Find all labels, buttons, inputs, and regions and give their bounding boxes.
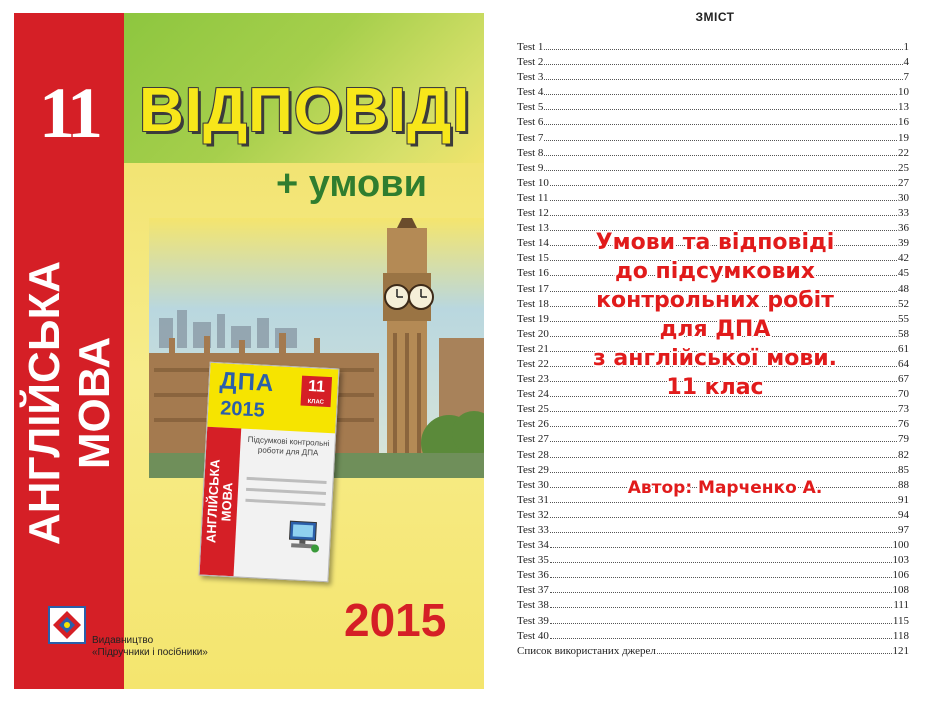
toc-entry-label: Test 23 [517,373,549,386]
toc-entry [517,614,909,629]
toc-entry-page: 33 [898,207,909,220]
toc-entry-label: Test 33 [517,524,549,536]
toc-entry-page: 73 [898,403,909,416]
toc-entry-label: Test 19 [517,312,549,325]
publisher-logo-icon [47,605,87,645]
toc-entry [517,206,909,221]
toc-entry [517,100,909,115]
toc-entry-leader [550,598,892,608]
toc-entry-page: 48 [898,282,909,295]
toc-entry-page: 118 [892,629,909,642]
overlay-line: до підсумкових [615,259,815,284]
toc-entry-page: 97 [898,524,909,536]
toc-entry-page: 61 [898,342,909,355]
toc-entry-page: 115 [892,614,909,627]
toc-entry-label: Test 25 [517,403,549,416]
toc-entry-leader [550,206,897,216]
publisher-line-2: «Підручники і посібники» [92,647,208,658]
grade-number: 11 [38,73,100,153]
toc-entry-page: 111 [893,599,909,612]
toc-entry [517,644,909,659]
toc-entry-page: 70 [898,388,909,401]
toc-entry-leader [544,40,902,50]
toc-entry-page: 76 [898,418,909,431]
cover-subtitle: + умови [276,163,427,205]
toc-entry [517,191,909,206]
toc-entry-leader [544,115,897,125]
toc-entry-page: 22 [898,146,909,159]
book-cover [14,13,484,689]
toc-entry-leader [550,629,892,639]
toc-entry-page: 79 [898,433,909,446]
toc-entry-label: Test 5 [517,101,544,114]
toc-entry-leader [550,553,892,563]
toc-entry-leader [550,538,892,548]
toc-entry-page: 91 [898,493,909,506]
toc-entry-page: 27 [898,176,909,189]
toc-entry-label: Test 32 [517,508,549,521]
toc-entry [517,553,909,568]
toc-entry-label: Test 36 [517,569,549,582]
toc-entry-page: 10 [898,86,909,99]
toc-entry [517,131,909,146]
toc-entry-label: Test 18 [517,297,549,310]
toc-entry-page: 106 [892,569,909,582]
cover-year: 2015 [344,594,447,646]
toc-entry [517,115,909,130]
toc-entry-label: Test 40 [517,629,549,642]
toc-entry-page: 13 [898,101,909,114]
toc-entry-page: 103 [892,554,909,567]
overlay-line: Умови та відповіді [595,230,835,255]
toc-entry-leader [550,583,892,593]
toc-entry-label: Test 20 [517,327,549,340]
toc-entry-page: 4 [903,56,909,69]
toc-entry [517,523,909,538]
toc-entry-label: Test 13 [517,222,549,235]
toc-entry-leader [550,432,897,442]
overlay-line: контрольних робіт [596,288,834,313]
overlay-line: для ДПА [659,317,771,342]
toc-entry [517,161,909,176]
toc-entry-label: Test 3 [517,71,544,84]
toc-entry-label: Test 38 [517,599,549,612]
toc-entry-label: Test 4 [517,86,544,99]
publisher-line-1: Видавництво [92,635,154,646]
toc-entry-label: Test 15 [517,252,549,265]
toc-entry-leader [544,55,902,65]
toc-entry-leader [550,448,897,458]
toc-entry-label: Test 30 [517,478,549,491]
toc-entry-label: Test 8 [517,146,544,159]
toc-entry-label: Test 21 [517,342,549,355]
toc-entry [517,176,909,191]
toc-entry-leader [550,176,897,186]
toc-entry [517,568,909,583]
cover-title: ВІДПОВІДІ [139,76,471,145]
toc-title: ЗМІСТ [695,10,735,24]
toc-entry-label: Test 12 [517,207,549,220]
toc-entry-page: 58 [898,327,909,340]
toc-entry-leader [550,508,897,518]
toc-entry [517,629,909,644]
toc-entry-label: Test 10 [517,176,549,189]
toc-entry-label: Test 1 [517,41,544,53]
toc-entry-label: Test 6 [517,116,544,129]
toc-entry-leader [544,161,897,171]
mini-book-cover [198,362,339,583]
toc-entry-page: 39 [898,237,909,250]
toc-entry-label: Test 37 [517,584,549,597]
toc-entry-leader [550,614,892,624]
toc-entry-leader [550,568,892,578]
toc-entry-leader [544,146,897,156]
toc-entry-label: Test 34 [517,539,549,552]
toc-entry-leader [544,100,897,110]
toc-entry [517,402,909,417]
toc-entry-page: 67 [898,373,909,386]
toc-entry-page: 7 [903,71,909,84]
toc-entry-page: 108 [892,584,909,597]
toc-entry [517,508,909,523]
toc-entry-page: 52 [898,297,909,310]
overlay-line: з англійської мови. [592,346,838,371]
toc-entry-label: Test 24 [517,388,549,401]
overlay-author: Автор: Марченко А. [627,478,823,498]
mini-book-subject-line-1: АНГЛІЙСЬКА [203,458,223,544]
toc-entry-label: Test 9 [517,161,544,174]
overlay-line: 11 клас [666,375,764,400]
toc-entry-page: 82 [898,448,909,461]
mini-book-text: Підсумкові контрольні роботи для ДПА [247,434,330,458]
publisher-name [92,635,208,659]
mini-book-subject-line-2: МОВА [218,481,236,522]
toc-entry-page: 42 [898,252,909,265]
toc-entry-page: 85 [898,463,909,476]
toc-entry-label: Test 2 [517,56,544,69]
toc-entry [517,40,909,55]
toc-entry-label: Test 27 [517,433,549,446]
toc-entry [517,55,909,70]
mini-book-grade [301,376,333,408]
toc-entry-page: 19 [898,131,909,144]
toc-entry-page: 64 [898,357,909,370]
toc-entry-label: Список використаних джерел [517,644,656,657]
toc-entry-page: 100 [892,539,909,552]
toc-entry-leader [550,417,897,427]
toc-entry-label: Test 39 [517,614,549,627]
mini-book-lines [245,477,327,514]
toc-entry-label: Test 22 [517,357,549,370]
mini-book-subject [204,459,236,544]
toc-entry [517,448,909,463]
toc-entry-leader [550,463,897,473]
mini-book-grade-label: КЛАС [307,398,325,406]
toc-entry-label: Test 7 [517,131,544,144]
toc-entry-label: Test 28 [517,448,549,461]
subject-vertical-title [20,261,120,545]
toc-entry-leader [544,70,902,80]
toc-entry [517,70,909,85]
toc-entry [517,598,909,613]
toc-entry-leader [544,131,897,141]
toc-entry-label: Test 29 [517,463,549,476]
toc-entry-page: 88 [898,478,909,491]
toc-entry [517,85,909,100]
computer-icon [285,517,323,555]
toc-entry-label: Test 35 [517,554,549,567]
toc-entry-page: 1 [903,41,909,53]
toc-entry-page: 30 [898,191,909,204]
toc-entry-page: 121 [892,644,909,657]
toc-entry [517,432,909,447]
toc-entry-label: Test 26 [517,418,549,431]
toc-entry-page: 45 [898,267,909,280]
toc-entry-leader [550,191,897,201]
toc-entry-page: 55 [898,312,909,325]
toc-entry-page: 25 [898,161,909,174]
mini-book-grade-number: 11 [307,377,326,396]
toc-entry-label: Test 17 [517,282,549,295]
mini-book-dpa: ДПА [218,367,276,398]
toc-entry [517,146,909,161]
toc-entry [517,583,909,598]
toc-entry-label: Test 11 [517,191,549,204]
toc-entry-leader [544,85,897,95]
toc-entry-leader [550,402,897,412]
toc-entry-label: Test 16 [517,267,549,280]
toc-entry-label: Test 31 [517,493,549,506]
toc-entry-page: 16 [898,116,909,129]
toc-entry-page: 94 [898,508,909,521]
toc-entry-label: Test 14 [517,237,549,250]
overlay-description [550,228,880,402]
toc-entry-page: 36 [898,222,909,235]
toc-entry [517,463,909,478]
subject-line-2: МОВА [70,336,119,470]
toc-entry [517,538,909,553]
toc-entry-leader [550,523,897,533]
mini-book-year: 2015 [219,397,266,422]
toc-entry [517,417,909,432]
toc-entry-leader [657,644,892,654]
subject-line-1: АНГЛІЙСЬКА [20,260,69,546]
